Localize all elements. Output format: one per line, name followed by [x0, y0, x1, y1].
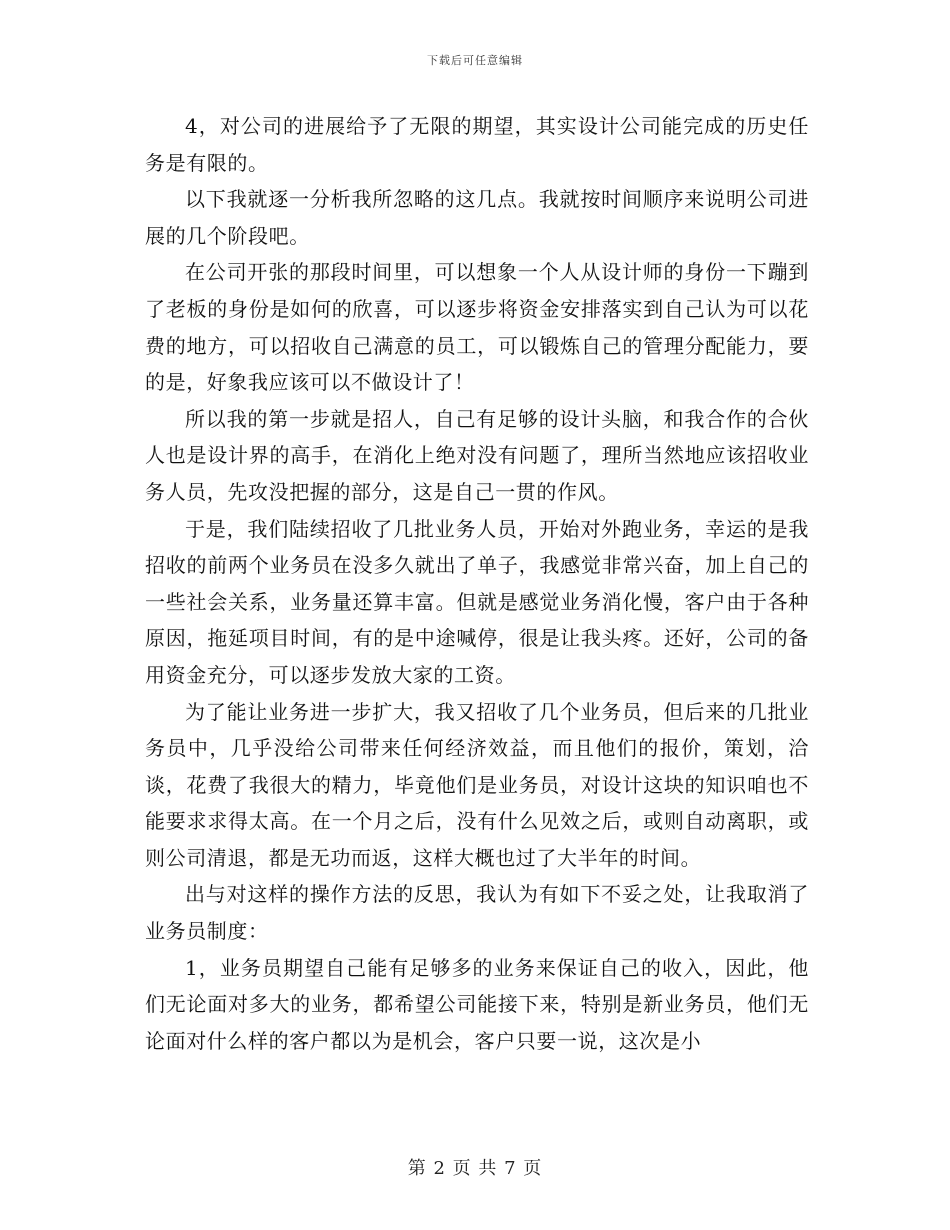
paragraph: 于是，我们陆续招收了几批业务人员，开始对外跑业务，幸运的是我招收的前两个业务员在没多久就出了单子，我感觉非常兴奋，加上自己的一些社会关系，业务量还算丰富。但就是感觉业务消化慢，客户由于各种原因，拖延项目时间，有的是中途喊停，很是让我头疼。还好，公司的备用资金充分，可以逐步发放大家的工资。: [145, 516, 809, 687]
paragraph: 1，业务员期望自己能有足够多的业务来保证自己的收入，因此，他们无论面对多大的业务，都希望公司能接下来，特别是新业务员，他们无论面对什么样的客户都以为是机会，客户只要一说，这次是小: [145, 955, 809, 1053]
paragraph: 以下我就逐一分析我所忽略的这几点。我就按时间顺序来说明公司进展的几个阶段吧。: [145, 187, 809, 248]
paragraph: 4，对公司的进展给予了无限的期望，其实设计公司能完成的历史任务是有限的。: [145, 114, 809, 175]
paragraph: 所以我的第一步就是招人，自己有足够的设计头脑，和我合作的合伙人也是设计界的高手，在消化上绝对没有问题了，理所当然地应该招收业务人员，先攻没把握的部分，这是自己一贯的作风。: [145, 406, 809, 504]
page-number-footer: 第 2 页 共 7 页: [407, 1158, 543, 1179]
paragraph: 在公司开张的那段时间里，可以想象一个人从设计师的身份一下蹦到了老板的身份是如何的欣喜，可以逐步将资金安排落实到自己认为可以花费的地方，可以招收自己满意的员工，可以锻炼自己的管理分配能力，要的是，好象我应该可以不做设计了！: [145, 260, 809, 395]
paragraph: 出与对这样的操作方法的反思，我认为有如下不妥之处，让我取消了业务员制度：: [145, 882, 809, 944]
header-note: 下载后可任意编辑: [427, 54, 523, 67]
document-body: [145, 108, 809, 1059]
paragraph: 为了能让业务进一步扩大，我又招收了几个业务员，但后来的几批业务员中，几乎没给公司带来任何经济效益，而且他们的报价，策划，洽谈，花费了我很大的精力，毕竟他们是业务员，对设计这块的知识咱也不能要求求得太高。在一个月之后，没有什么见效之后，或则自动离职，或则公司清退，都是无功而返，这样大概也过了大半年的时间。: [145, 699, 809, 870]
